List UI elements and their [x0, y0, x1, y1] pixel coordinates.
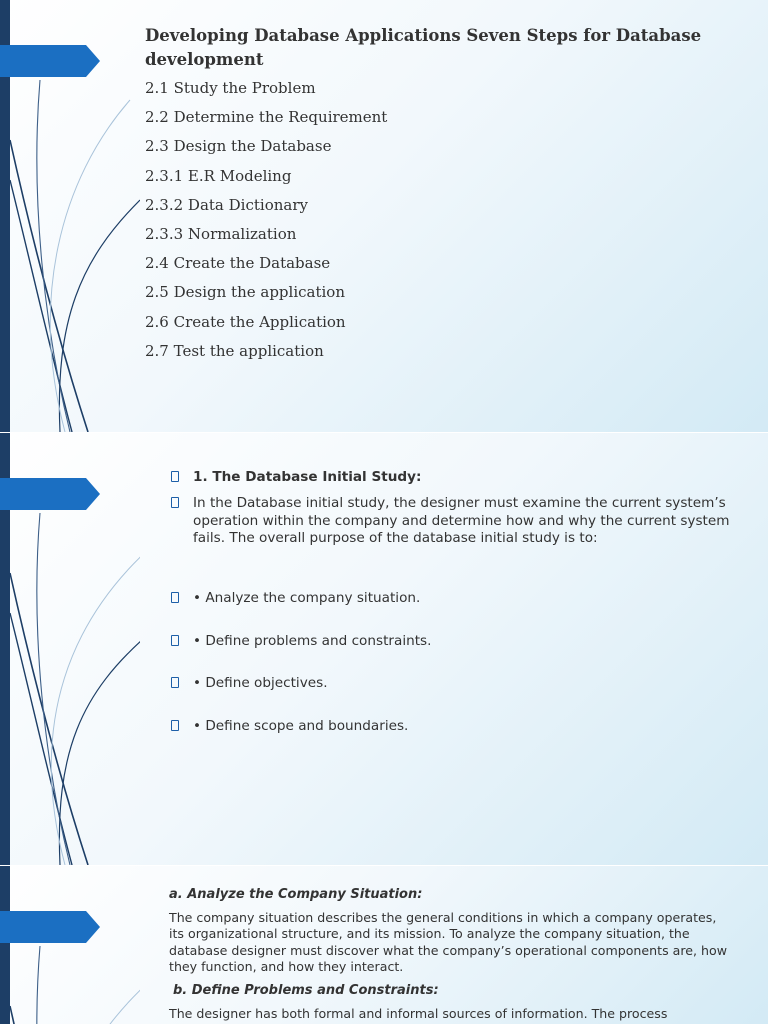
- bullet-box-icon: [171, 497, 179, 508]
- paragraph-b: The designer has both formal and informal sources of information. The process: [169, 1006, 668, 1021]
- toc-item: 2.4 Create the Database: [145, 254, 331, 273]
- heading-b: b. Define Problems and Constraints:: [173, 983, 439, 998]
- arrow-tab: [0, 45, 100, 77]
- slide-1: [0, 0, 768, 432]
- bullet-box-icon: [171, 635, 179, 646]
- bullet-item: [171, 633, 731, 651]
- toc-item: 2.3.3 Normalization: [145, 224, 297, 243]
- bullet-item: [171, 675, 731, 693]
- bullet-item: [171, 469, 731, 487]
- bullet-box-icon: [171, 720, 179, 731]
- toc-item: 2.5 Design the application: [145, 283, 345, 302]
- bullet-box-icon: [171, 677, 179, 688]
- paragraph-a: The company situation describes the general conditions in which a company operates, its organizational structure, and its mission. To analyze the company situation, the database designer must discover what the company’s operational components are, how they function, and how they interact.: [169, 910, 727, 974]
- bullet-text: • Define scope and boundaries.: [193, 718, 409, 734]
- section-heading-b: [173, 982, 733, 999]
- bullet-box-icon: [171, 471, 179, 482]
- section-heading-a: [169, 886, 729, 903]
- toc-item: 2.3.2 Data Dictionary: [145, 195, 308, 214]
- bullet-text: 1. The Database Initial Study:: [193, 469, 422, 485]
- bullet-text: • Define problems and constraints.: [193, 633, 432, 649]
- arrow-tab: [0, 478, 100, 510]
- toc-item: 2.7 Test the application: [145, 341, 324, 360]
- bullet-item: [171, 590, 731, 608]
- toc-item: 2.2 Determine the Requirement: [145, 108, 388, 127]
- slide-title: Developing Database Applications Seven Steps for Database development: [145, 26, 702, 69]
- heading-a: a. Analyze the Company Situation:: [169, 887, 423, 902]
- section-paragraph-a: [169, 910, 729, 975]
- toc-item: 2.3.1 E.R Modeling: [145, 166, 292, 185]
- toc-item: 2.3 Design the Database: [145, 137, 332, 156]
- bullet-text: • Define objectives.: [193, 675, 328, 691]
- bullet-item: [171, 495, 731, 548]
- bullet-text: In the Database initial study, the designer must examine the current system’s operation within the company and determine how and why the current system fails. The overall purpose of the database initial study is to:: [193, 495, 730, 546]
- toc-item: 2.6 Create the Application: [145, 312, 346, 331]
- bullet-item: [171, 718, 731, 736]
- bullet-box-icon: [171, 592, 179, 603]
- toc-item: 2.1 Study the Problem: [145, 79, 316, 97]
- arrow-tab: [0, 911, 100, 943]
- decorative-curves: [0, 866, 140, 1024]
- section-paragraph-b: [169, 1006, 729, 1022]
- bullet-text: • Analyze the company situation.: [193, 590, 421, 606]
- toc-list: [145, 76, 387, 368]
